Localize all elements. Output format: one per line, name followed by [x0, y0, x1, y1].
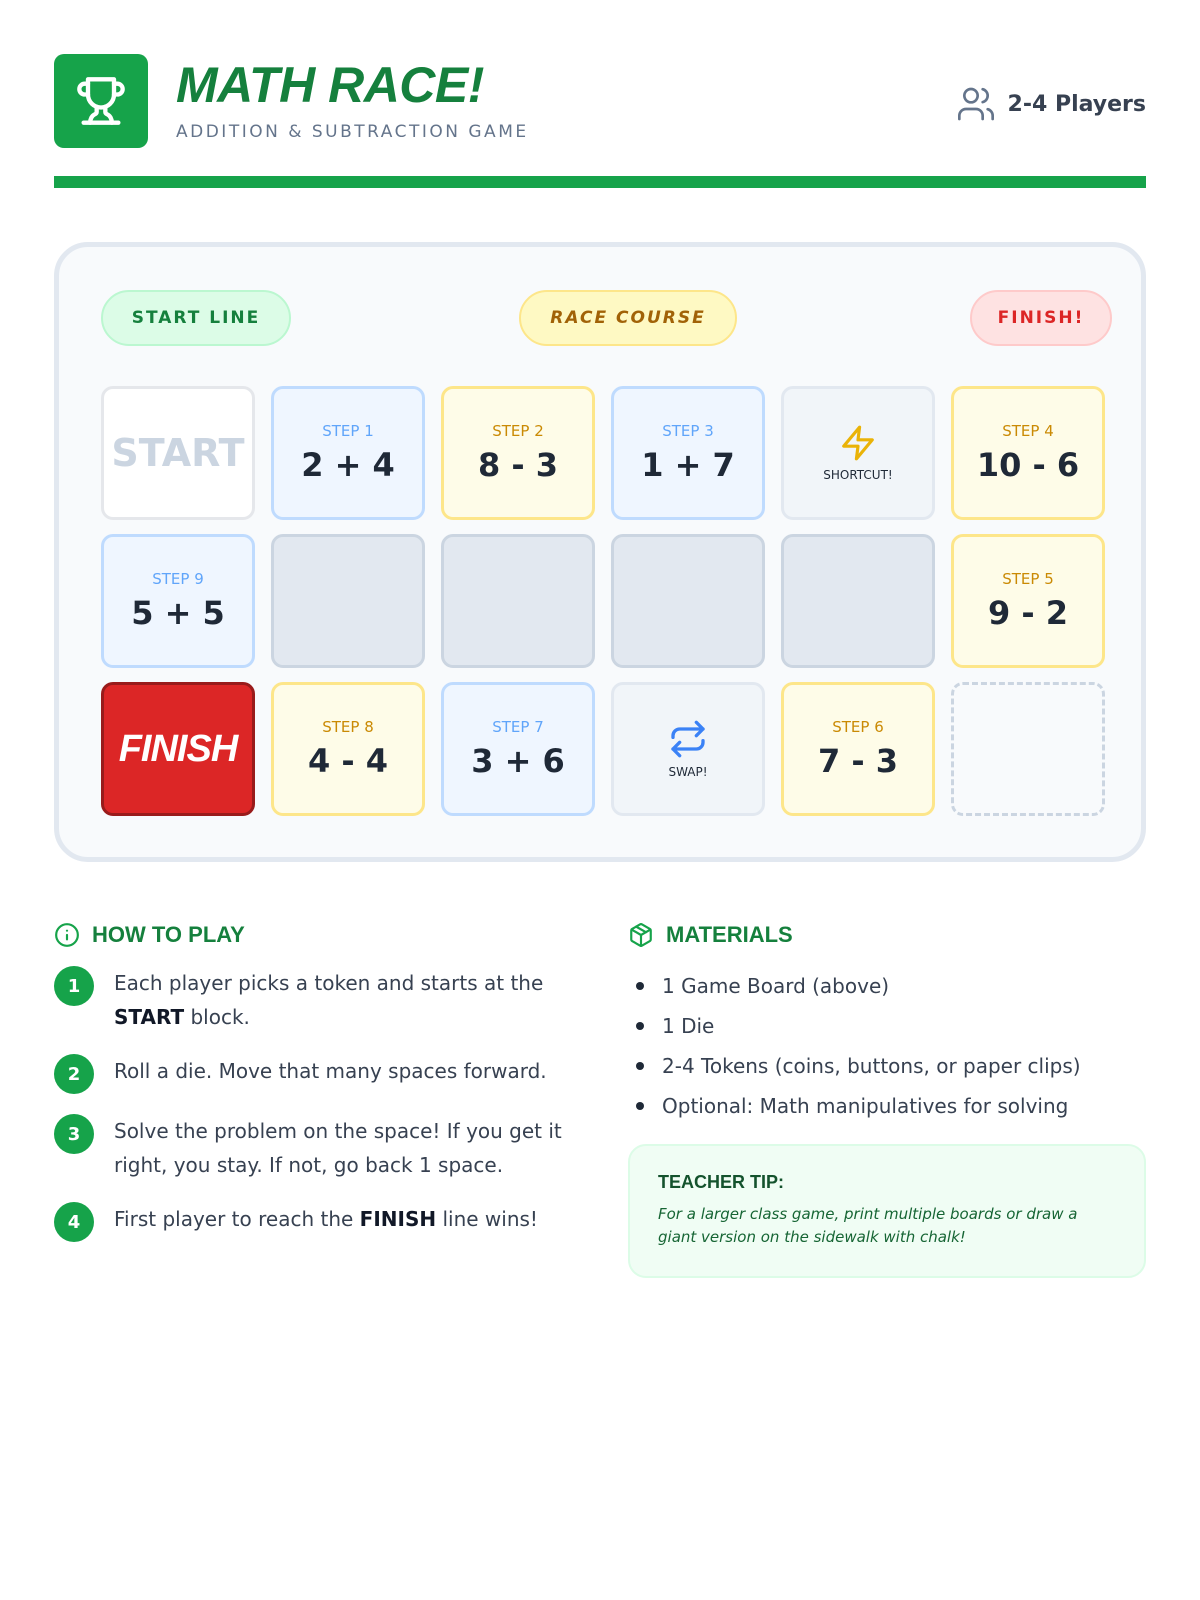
step-text: Solve the problem on the space! If you get it right, you stay. If not, go back 1 space. — [114, 1119, 562, 1177]
game-board — [54, 242, 1146, 862]
board-empty-space — [951, 682, 1105, 816]
how-to-play-heading — [54, 922, 245, 948]
board-space-finish[interactable] — [101, 682, 255, 816]
teacher-tip-text: For a larger class game, print multiple boards or draw a giant version on the sidewalk with chalk! — [658, 1205, 1078, 1246]
materials-title: MATERIALS — [666, 922, 793, 947]
box-icon — [628, 922, 654, 948]
step-label: STEP 5 — [1002, 570, 1054, 588]
math-problem: 8 - 3 — [477, 446, 559, 484]
instruction-step — [54, 1114, 594, 1182]
page-subtitle: ADDITION & SUBTRACTION GAME — [176, 122, 529, 142]
math-problem: 7 - 3 — [817, 742, 899, 780]
step-number: 2 — [54, 1054, 94, 1094]
board-space-swap[interactable] — [611, 682, 765, 816]
board-blocked-space — [611, 534, 765, 668]
finish-label: FINISH — [118, 727, 238, 770]
board-space-step-7[interactable] — [441, 682, 595, 816]
instruction-step — [54, 1054, 594, 1094]
materials-list — [628, 966, 1148, 1126]
teacher-tip-title: TEACHER TIP: — [658, 1172, 784, 1192]
math-problem: 10 - 6 — [976, 446, 1080, 484]
board-space-step-4[interactable] — [951, 386, 1105, 520]
list-item: 1 Die — [628, 1006, 1148, 1046]
board-space-step-6[interactable] — [781, 682, 935, 816]
board-space-step-8[interactable] — [271, 682, 425, 816]
board-blocked-space — [271, 534, 425, 668]
logo — [54, 54, 148, 148]
swap-label: SWAP! — [668, 765, 708, 779]
board-blocked-space — [441, 534, 595, 668]
board-space-step-1[interactable] — [271, 386, 425, 520]
how-to-play-steps — [54, 966, 594, 1262]
math-problem: 4 - 4 — [307, 742, 389, 780]
how-to-play-title: HOW TO PLAY — [92, 922, 245, 947]
step-label: STEP 4 — [1002, 422, 1054, 440]
math-problem: 2 + 4 — [301, 446, 395, 484]
step-label: STEP 3 — [662, 422, 714, 440]
board-space-shortcut[interactable] — [781, 386, 935, 520]
step-text: Roll a die. Move that many spaces forward. — [114, 1059, 547, 1083]
math-problem: 1 + 7 — [641, 446, 735, 484]
list-item: Optional: Math manipulatives for solving — [628, 1086, 1148, 1126]
finish-pill: FINISH! — [970, 290, 1112, 346]
shortcut-label: SHORTCUT! — [823, 468, 893, 482]
step-label: STEP 8 — [322, 718, 374, 736]
page-title: MATH RACE! — [176, 57, 484, 113]
players-count: 2-4 Players — [1007, 91, 1146, 117]
materials-heading — [628, 922, 793, 948]
step-label: STEP 2 — [492, 422, 544, 440]
start-line-pill: START LINE — [101, 290, 291, 346]
math-problem: 3 + 6 — [471, 742, 565, 780]
header — [54, 54, 1146, 146]
teacher-tip — [628, 1144, 1146, 1278]
bullet — [636, 1022, 644, 1030]
lightning-icon — [839, 424, 877, 462]
step-number: 3 — [54, 1114, 94, 1154]
board-space-step-5[interactable] — [951, 534, 1105, 668]
players-info — [956, 84, 1146, 124]
step-number: 1 — [54, 966, 94, 1006]
board-space-step-3[interactable] — [611, 386, 765, 520]
swap-arrows-icon — [668, 719, 708, 759]
header-divider — [54, 176, 1146, 188]
race-course-pill: RACE COURSE — [519, 290, 737, 346]
board-space-step-9[interactable] — [101, 534, 255, 668]
board-grid — [101, 386, 1105, 816]
bullet — [636, 1102, 644, 1110]
step-label: STEP 9 — [152, 570, 204, 588]
instruction-step — [54, 966, 594, 1034]
step-label: STEP 6 — [832, 718, 884, 736]
trophy-icon — [75, 75, 127, 127]
board-space-step-2[interactable] — [441, 386, 595, 520]
bullet — [636, 982, 644, 990]
list-item: 2-4 Tokens (coins, buttons, or paper clips) — [628, 1046, 1148, 1086]
instruction-step — [54, 1202, 594, 1242]
step-label: STEP 7 — [492, 718, 544, 736]
math-problem: 9 - 2 — [987, 594, 1069, 632]
step-text: First player to reach the FINISH line wins! — [114, 1207, 538, 1231]
start-label: START — [111, 431, 245, 475]
step-text: Each player picks a token and starts at the START block. — [114, 971, 544, 1029]
info-icon — [54, 922, 80, 948]
bullet — [636, 1062, 644, 1070]
step-number: 4 — [54, 1202, 94, 1242]
step-label: STEP 1 — [322, 422, 374, 440]
board-blocked-space — [781, 534, 935, 668]
board-space-start[interactable] — [101, 386, 255, 520]
users-icon — [956, 84, 996, 124]
list-item: 1 Game Board (above) — [628, 966, 1148, 1006]
math-problem: 5 + 5 — [131, 594, 225, 632]
